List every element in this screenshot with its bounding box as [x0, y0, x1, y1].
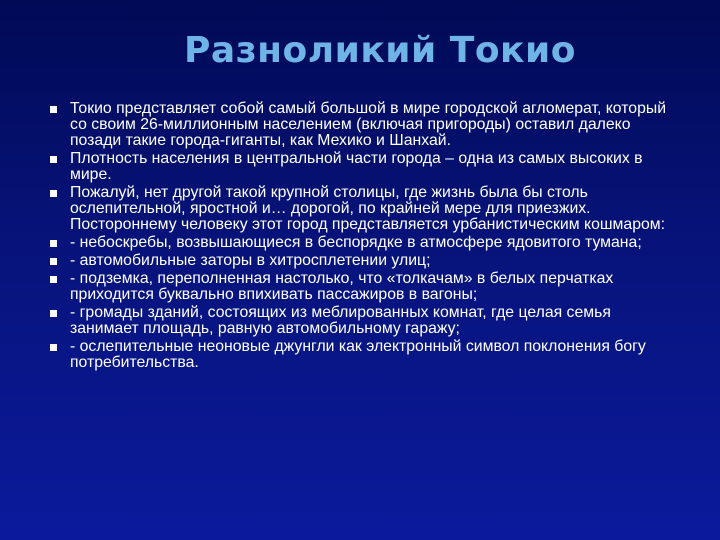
bullet-item [50, 271, 675, 303]
square-bullet-icon [50, 190, 57, 197]
bullet-text: - подземка, переполненная настолько, что «толкачам» в белых перчатках приходится буквально впихивать пассажиров в вагоны; [70, 270, 614, 303]
bullet-item [50, 151, 675, 183]
bullet-item [50, 101, 675, 149]
square-bullet-icon [50, 258, 57, 265]
bullet-list [50, 101, 675, 373]
square-bullet-icon [50, 310, 57, 317]
slide-title: Разноликий Токио [184, 30, 576, 71]
bullet-item [50, 235, 675, 251]
square-bullet-icon [50, 276, 57, 283]
bullet-text: - небоскребы, возвышающиеся в беспорядке в атмосфере ядовитого тумана; [70, 234, 642, 251]
square-bullet-icon [50, 106, 57, 113]
square-bullet-icon [50, 240, 57, 247]
bullet-item [50, 253, 675, 269]
bullet-text: - ослепительные неоновые джунгли как электронный символ поклонения богу потребительства. [70, 338, 646, 371]
square-bullet-icon [50, 156, 57, 163]
bullet-text: Токио представляет собой самый большой в мире городской агломерат, который со своим 26-миллионным населением (включая пригороды) оставил далеко позади такие города-гиганты, как Мехико и Шанхай. [70, 100, 667, 149]
bullet-item [50, 339, 675, 371]
bullet-item [50, 305, 675, 337]
bullet-text: - автомобильные заторы в хитросплетении улиц; [70, 252, 431, 269]
bullet-text: - громады зданий, состоящих из меблированных комнат, где целая семья занимает площадь, равную автомобильному гаражу; [70, 304, 611, 337]
bullet-text: Пожалуй, нет другой такой крупной столицы, где жизнь была бы столь ослепительной, яростной и… дорогой, по крайней мере для приезжих. Постороннему человеку этот город представляется урбанистическим кошмаром: [70, 184, 666, 233]
bullet-item [50, 185, 675, 233]
square-bullet-icon [50, 344, 57, 351]
bullet-text: Плотность населения в центральной части города – одна из самых высоких в мире. [70, 150, 643, 183]
